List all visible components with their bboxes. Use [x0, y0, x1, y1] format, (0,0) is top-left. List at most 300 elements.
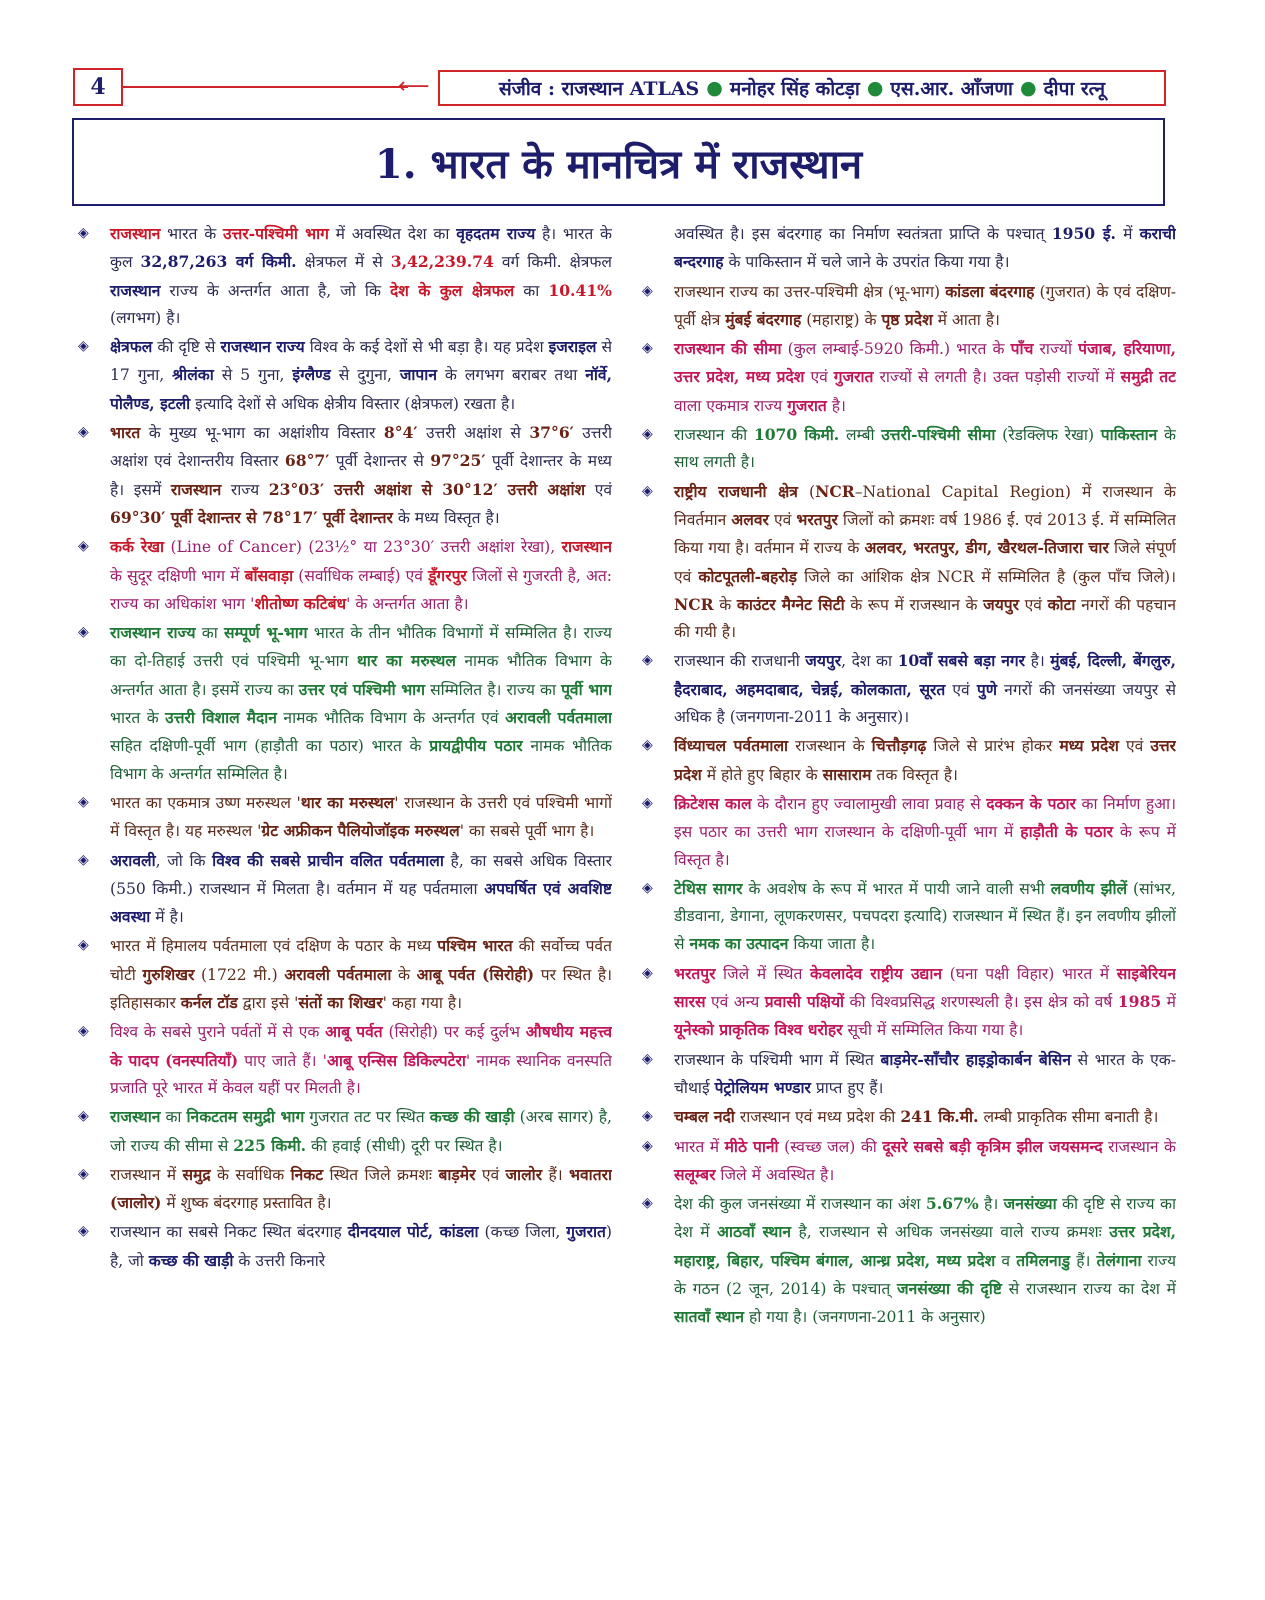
body-text: में अवस्थित देश का: [328, 225, 457, 243]
body-text: एवं: [804, 368, 834, 387]
diamond-bullet-icon: ◈: [78, 1023, 89, 1040]
diamond-bullet-icon: ◈: [78, 624, 89, 641]
body-text: (Line of Cancer) (23½° या 23°30′ उत्तरी अक्षांश रेखा),: [164, 538, 562, 557]
highlighted-text: सातवाँ स्थान: [674, 1307, 745, 1327]
body-text: हो गया है। (जनगणना-2011 के अनुसार): [744, 1308, 986, 1327]
highlighted-text: पाकिस्तान: [1100, 425, 1158, 445]
highlighted-text: सम्पूर्ण भू-भाग: [224, 623, 308, 643]
highlighted-text: दक्कन के पठार: [986, 793, 1076, 813]
body-text: (सांभर, डीडवाना, डेगाना, लूणकरणसर, पचपदरा इत्यादि) राजस्थान में स्थित हैं। इन लवणीय झीलों से: [674, 879, 1176, 954]
highlighted-text: भरतपुर: [674, 963, 716, 983]
diamond-bullet-icon: ◈: [642, 964, 653, 981]
highlighted-text: राजस्थान राज्य: [110, 623, 196, 643]
chapter-title-box: [72, 118, 1165, 206]
highlighted-text: औषधीय महत्त्व के पादप (वनस्पतियाँ): [110, 1022, 612, 1070]
body-text: देश की कुल जनसंख्या में राजस्थान का अंश: [674, 1195, 926, 1214]
body-text: (अरब सागर) है, जो राज्य की सीमा से: [110, 1108, 612, 1155]
body-text: राजस्थान में: [110, 1165, 183, 1184]
body-text: ) है, जो: [110, 1223, 612, 1270]
highlighted-text: प्रवासी पक्षियों: [764, 992, 845, 1012]
body-text: के उत्तरी किनारे: [233, 1251, 326, 1270]
body-text: गुजरात तट पर स्थित: [304, 1108, 430, 1127]
bullet-point: [72, 419, 612, 532]
body-text: का: [514, 281, 549, 300]
body-text: सहित दक्षिणी-पूर्वी भाग (हाड़ौती का पठार) भारत के: [110, 737, 430, 756]
running-header: [438, 70, 1166, 106]
highlighted-text: इंग्लैण्ड: [292, 365, 331, 385]
body-text: राज्य: [221, 480, 269, 499]
body-text: के मध्य विस्तृत है।: [392, 508, 500, 527]
highlighted-text: आबू पर्वत (सिरोही): [416, 964, 535, 984]
body-text: में: [1161, 993, 1176, 1012]
highlighted-text: मध्य प्रदेश: [1059, 736, 1119, 756]
body-text: प्राप्त हुए हैं।: [810, 1078, 884, 1097]
bullet-point: [72, 1018, 612, 1102]
body-text: राजस्थान की राजधानी: [674, 652, 806, 671]
body-text: किया जाता है।: [788, 935, 876, 954]
highlighted-text: अलवर, भरतपुर, डीग, खैरथल-तिजारा चार: [864, 538, 1109, 558]
body-text: (लगभग) है।: [110, 308, 181, 327]
highlighted-text: टेथिस सागर: [674, 878, 743, 898]
highlighted-text: दीनदयाल पोर्ट, कांडला: [347, 1222, 479, 1242]
body-text: जिले का आंशिक क्षेत्र NCR में सम्मिलित है (कुल पाँच जिले)।: [797, 567, 1176, 586]
highlighted-text: राजस्थान: [110, 280, 161, 300]
body-text: सूची में सम्मिलित किया गया है।: [842, 1021, 1024, 1040]
body-text: जिले में अवस्थित है।: [715, 1165, 835, 1184]
highlighted-text: तेलंगाना: [1096, 1250, 1142, 1270]
bullet-point: [636, 1103, 1176, 1131]
body-text: के रूप में विस्तृत है।: [674, 823, 1176, 869]
bullet-point: [636, 647, 1176, 731]
highlighted-text: 10वाँ सबसे बड़ा नगर: [897, 651, 1026, 671]
body-text: के दौरान हुए ज्वालामुखी लावा प्रवाह से: [751, 794, 987, 813]
body-text: (सर्वाधिक लम्बाई) एवं: [293, 566, 429, 585]
body-text: की हवाई (सीधी) दूरी पर स्थित है।: [306, 1136, 503, 1155]
body-text: राजस्थान के: [1102, 1137, 1176, 1156]
body-text: है, राजस्थान से अधिक जनसंख्या वाले राज्य क्रमशः: [791, 1223, 1110, 1242]
highlighted-text: विश्व की सबसे प्राचीन वलित पर्वतमाला: [212, 850, 444, 870]
diamond-bullet-icon: ◈: [642, 1195, 653, 1212]
bullet-point: [636, 335, 1176, 420]
highlighted-text: पृष्ठ प्रदेश: [881, 309, 933, 329]
highlighted-text: कोटपूतली-बहरोड़: [698, 566, 798, 586]
diamond-bullet-icon: ◈: [642, 794, 653, 811]
highlighted-text: समुद्री तट: [1120, 367, 1176, 387]
highlighted-text: उत्तरी विशाल मैदान: [165, 708, 277, 728]
separator-dot: ●: [866, 77, 884, 99]
body-text: हैं।: [1070, 1251, 1097, 1270]
highlighted-text: पेट्रोलियम भण्डार: [714, 1077, 811, 1097]
highlighted-text: यूनेस्को प्राकृतिक विश्व धरोहर: [674, 1020, 843, 1040]
diamond-bullet-icon: ◈: [642, 879, 653, 896]
body-text: के सर्वाधिक: [210, 1165, 291, 1184]
highlighted-text: केवलादेव राष्ट्रीय उद्यान: [810, 963, 943, 983]
body-text: की सर्वोच्च पर्वत चोटी: [110, 937, 612, 984]
body-text: एवं: [945, 680, 977, 699]
body-text: के: [713, 595, 737, 614]
diamond-bullet-icon: ◈: [78, 1165, 89, 1182]
highlighted-text: 3,42,239.74: [390, 252, 494, 272]
body-text: से राजस्थान राज्य का देश में: [1001, 1279, 1176, 1298]
highlighted-text: कांडला बंदरगाह: [945, 281, 1035, 301]
bullet-point: [72, 619, 612, 788]
highlighted-text: सलूम्बर: [674, 1164, 716, 1184]
body-text: उत्तरी अक्षांश एवं देशान्तरीय विस्तार: [110, 424, 612, 471]
body-text: नामक भौतिक विभाग के अन्तर्गत सम्मिलित है।: [110, 737, 612, 783]
body-text: राजस्थान के: [788, 737, 872, 756]
bullet-point: [636, 960, 1176, 1045]
body-text: राज्य के गठन (2 जून, 2014) के पश्चात्: [674, 1251, 1176, 1298]
body-text: एवं: [768, 510, 797, 529]
body-text: (कुल लम्बाई-5920 किमी.) भारत के: [781, 340, 1011, 359]
bullet-point: [636, 1133, 1176, 1190]
body-text: (1722 मी.): [194, 965, 285, 984]
highlighted-text: निकटतम समुद्री भाग: [186, 1107, 305, 1127]
highlighted-text: जनसंख्या की दृष्टि: [897, 1278, 1002, 1298]
highlighted-text: उत्तर-पश्चिमी भाग: [222, 224, 329, 243]
highlighted-text: उत्तर प्रदेश: [674, 736, 1176, 784]
body-text: सम्मिलित है। राज्य का: [425, 680, 562, 699]
body-text: की दृष्टि से: [152, 338, 221, 357]
highlighted-text: अरावली: [110, 850, 156, 870]
highlighted-text: समुद्र: [182, 1164, 211, 1184]
body-text: एवं अन्य: [705, 993, 765, 1012]
highlighted-text: 1985: [1117, 992, 1162, 1012]
separator-dot: ●: [1019, 77, 1037, 99]
body-text: जिलों से गुजरती है, अत: राज्य का अधिकांश भाग ': [110, 566, 612, 613]
body-text: राज्यों से लगती है। उक्त पड़ोसी राज्यों में: [873, 368, 1121, 387]
body-text: पूर्वी देशान्तर से: [329, 452, 431, 471]
body-text: ' के अन्तर्गत आता है।: [346, 594, 469, 613]
highlighted-text: अलवर: [731, 509, 769, 529]
diamond-bullet-icon: ◈: [642, 1050, 653, 1067]
diamond-bullet-icon: ◈: [642, 482, 653, 499]
highlighted-text: थार का मरुस्थल: [300, 792, 395, 812]
body-text: एवं: [585, 480, 612, 499]
bullet-point: [636, 875, 1176, 959]
bullet-point: [72, 1161, 612, 1218]
highlighted-text: उत्तर एवं पश्चिमी भाग: [298, 679, 425, 699]
body-text: है।: [826, 396, 846, 415]
highlighted-text: राष्ट्रीय राजधानी क्षेत्र: [674, 481, 798, 501]
highlighted-text: उत्तर प्रदेश, महाराष्ट्र, बिहार, पश्चिम बंगाल, आन्ध्र प्रदेश, मध्य प्रदेश: [674, 1222, 1176, 1270]
highlighted-text: पंजाब, हरियाणा, उत्तर प्रदेश, मध्य प्रदेश: [674, 339, 1176, 387]
bullet-point: [72, 220, 612, 332]
body-text: इत्यादि देशों से अधिक क्षेत्रीय विस्तार (क्षेत्रफल) रखता है।: [190, 394, 516, 413]
body-text: भारत में: [674, 1137, 725, 1156]
body-text: में आता है।: [932, 310, 1000, 329]
bullet-point: [636, 220, 1176, 277]
highlighted-text: 1950 ई.: [1051, 224, 1116, 243]
highlighted-text: सासाराम: [822, 764, 872, 784]
body-text: एवं: [1118, 737, 1151, 756]
body-text: वर्ग किमी. क्षेत्रफल: [493, 253, 612, 272]
highlighted-text: राजस्थान: [561, 537, 612, 557]
highlighted-text: देश के कुल क्षेत्रफल: [389, 280, 515, 300]
highlighted-text: गुजरात: [833, 367, 874, 387]
body-text: अवस्थित है। इस बंदरगाह का निर्माण स्वतंत्रता प्राप्ति के पश्चात्: [674, 225, 1052, 243]
highlighted-text: साइबेरियन सारस: [674, 963, 1176, 1012]
highlighted-text: कच्छ की खाड़ी: [429, 1107, 515, 1127]
diamond-bullet-icon: ◈: [78, 424, 89, 441]
highlighted-text: कर्नल टॉड: [180, 993, 238, 1013]
highlighted-text: जनसंख्या: [1003, 1194, 1057, 1214]
highlighted-text: अरावली पर्वतमाला: [505, 708, 612, 728]
highlighted-text: काउंटर मैग्नेट सिटी: [736, 594, 845, 614]
diamond-bullet-icon: ◈: [78, 851, 89, 868]
body-text: जिले से प्रारंभ होकर: [926, 737, 1060, 756]
body-text: के रूप में राजस्थान के: [844, 595, 984, 614]
diamond-bullet-icon: ◈: [78, 225, 89, 241]
highlighted-text: जयपुर: [983, 594, 1019, 614]
highlighted-text: क्रिटेशस काल: [674, 793, 752, 813]
highlighted-text: थार का मरुस्थल: [356, 651, 456, 671]
body-text: के साथ लगती है।: [674, 426, 1176, 472]
body-text: विश्व के कई देशों से भी बड़ा है। यह प्रदेश: [304, 338, 549, 357]
highlighted-text: 225 किमी.: [233, 1135, 307, 1155]
separator-dot: ●: [706, 77, 723, 99]
highlighted-text: भरतपुर: [796, 509, 838, 529]
body-text: जिले में स्थित: [715, 964, 810, 983]
highlighted-text: पश्चिम भारत: [437, 936, 513, 956]
body-text: (घना पक्षी विहार) भारत में: [942, 964, 1117, 983]
highlighted-text: चम्बल नदी: [674, 1107, 735, 1127]
highlighted-text: जालोर: [505, 1164, 543, 1184]
highlighted-text: ग्रेट अफ्रीकन पैलियोजॉइक मरुस्थल: [261, 821, 460, 841]
diamond-bullet-icon: ◈: [78, 937, 89, 954]
body-text: राजस्थान की: [674, 426, 754, 445]
highlighted-text: हाड़ौती के पठार: [1020, 822, 1113, 842]
body-text: एवं: [475, 1165, 506, 1184]
highlighted-text: 97°25′: [430, 451, 486, 471]
highlighted-text: पुणे: [976, 679, 998, 699]
bullet-point: [72, 789, 612, 846]
body-text: , जो कि: [155, 851, 213, 870]
highlighted-text: 1070 किमी.: [753, 425, 840, 445]
highlighted-text: 8°4′: [383, 423, 418, 443]
bullet-point: [636, 1046, 1176, 1103]
highlighted-text: जापान: [399, 365, 437, 385]
highlighted-text: जयपुर: [805, 651, 842, 671]
body-text: व: [995, 1251, 1017, 1270]
highlighted-text: लवणीय झीलें: [1050, 878, 1128, 898]
body-text: (: [797, 482, 816, 501]
highlighted-text: भारत: [110, 423, 141, 443]
body-text: जिलों को क्रमशः वर्ष 1986 ई. एवं 2013 ई. में सम्मिलित किया गया है। वर्तमान में राज्य के: [674, 510, 1176, 558]
body-text: क्षेत्रफल में से: [296, 253, 391, 272]
highlighted-text: नमक का उत्पादन: [689, 934, 789, 954]
highlighted-text: मुंबई बंदरगाह: [725, 309, 802, 329]
body-text: से दुगुना,: [330, 366, 400, 385]
highlighted-text: कर्क रेखा: [110, 537, 165, 557]
highlighted-text: पूर्वी भाग: [561, 679, 612, 699]
highlighted-text: इजराइल: [548, 337, 597, 357]
bullet-point: [636, 1190, 1176, 1331]
body-text: है।: [1025, 652, 1051, 671]
highlighted-text: 32,87,263 वर्ग किमी.: [140, 252, 297, 272]
body-text: की विश्वप्रसिद्ध शरणस्थली है। इस क्षेत्र को वर्ष: [844, 993, 1118, 1012]
diamond-bullet-icon: ◈: [642, 737, 653, 754]
body-text: (गुजरात) के एवं दक्षिण-पूर्वी क्षेत्र: [674, 282, 1176, 329]
body-text: पर स्थित है। इतिहासकार: [110, 965, 612, 1013]
header-rule: [123, 86, 408, 88]
body-text: में होते हुए बिहार के: [701, 765, 823, 784]
highlighted-text: NCR: [815, 481, 855, 501]
highlighted-text: राजस्थान: [110, 1107, 161, 1127]
diamond-bullet-icon: ◈: [642, 426, 653, 443]
body-text: के: [391, 965, 417, 984]
highlighted-text: आबू एन्सिस डिकिल्पटेरा: [326, 1050, 466, 1070]
body-text: में: [1115, 225, 1140, 243]
body-text: के लगभग बराबर तथा: [437, 366, 586, 385]
body-text: ' कहा गया है।: [382, 994, 463, 1013]
highlighted-text: कोटा: [1047, 594, 1076, 614]
body-text: उत्तरी अक्षांश से: [417, 424, 530, 443]
header-author-1: मनोहर सिंह कोटड़ा: [729, 78, 860, 100]
body-text: तक विस्तृत है।: [871, 765, 958, 784]
body-text: भारत के तीन भौतिक विभागों में सम्मिलित है। राज्य का दो-तिहाई उत्तरी एवं पश्चिमी भू-भाग: [110, 624, 612, 671]
chapter-title: 1. भारत के मानचित्र में राजस्थान: [374, 140, 863, 188]
highlighted-text: 23°03′ उत्तरी अक्षांश से 30°12′ उत्तरी अक्षांश: [268, 479, 586, 499]
body-text: है। भारत के कुल: [110, 225, 612, 272]
body-text: लम्बी: [839, 426, 882, 445]
header-book-title: संजीव : राजस्थान ATLAS: [498, 78, 700, 100]
body-text: राजस्थान का सबसे निकट स्थित बंदरगाह: [110, 1223, 348, 1242]
body-text: का निर्माण हुआ। इस पठार का उत्तरी भाग राजस्थान के दक्षिणी-पूर्वी भाग में: [674, 794, 1176, 842]
bullet-point: [72, 1103, 612, 1160]
body-text: में शुष्क बंदरगाह प्रस्तावित है।: [161, 1194, 332, 1213]
body-text: से भारत के एक-चौथाई: [674, 1050, 1176, 1097]
highlighted-text: गुजरात: [787, 395, 827, 415]
highlighted-text: उत्तरी-पश्चिमी सीमा: [881, 425, 996, 445]
right-column: [636, 220, 1176, 1590]
bullet-point: [72, 847, 612, 932]
header-author-2: एस.आर. आँजणा: [890, 78, 1013, 100]
body-text: द्वारा इसे ': [237, 994, 299, 1013]
highlighted-text: श्रीलंका: [172, 365, 214, 385]
body-text: के अवशेष के रूप में भारत में पायी जाने वाली सभी: [742, 879, 1051, 898]
body-text: लम्बी प्राकृतिक सीमा बनाती है।: [978, 1108, 1159, 1127]
header-author-3: दीपा रत्नू: [1043, 78, 1106, 100]
highlighted-text: गुरुशिखर: [142, 964, 195, 984]
body-text: से 5 गुना,: [213, 366, 293, 385]
diamond-bullet-icon: ◈: [642, 652, 653, 669]
highlighted-text: मुंबई, दिल्ली, बेंगलुरु, हैदराबाद, अहमदाबाद, चेन्नई, कोलकाता, सूरत: [674, 651, 1176, 699]
highlighted-text: संतों का शिखर: [298, 993, 383, 1013]
body-text: , देश का: [841, 652, 898, 671]
body-text: (महाराष्ट्र) के: [801, 310, 882, 329]
body-text: भारत के: [160, 225, 223, 243]
body-text: विश्व के सबसे पुराने पर्वतों में से एक: [110, 1023, 326, 1042]
highlighted-text: निकट: [290, 1164, 324, 1184]
highlighted-text: बाड़मेर: [438, 1164, 476, 1184]
highlighted-text: चित्तौड़गढ़: [871, 736, 927, 756]
highlighted-text: 10.41%: [548, 280, 612, 300]
body-text: राज्यों: [1033, 340, 1079, 359]
diamond-bullet-icon: ◈: [78, 1108, 89, 1125]
body-text: जिले संपूर्ण एवं: [674, 539, 1176, 586]
body-text: भारत का एकमात्र उष्ण मरुस्थल ': [110, 793, 301, 812]
body-text: नगरों की जनसंख्या जयपुर से अधिक है (जनगणना-2011 के अनुसार)।: [674, 680, 1176, 727]
highlighted-text: 241 कि.मी.: [900, 1107, 979, 1127]
body-text: भारत के: [110, 709, 166, 728]
bullet-point: [636, 732, 1176, 789]
body-text: से 17 गुना,: [110, 338, 612, 385]
highlighted-text: बाँसवाड़ा: [244, 565, 294, 585]
body-text: स्थित जिले क्रमशः: [323, 1165, 439, 1184]
body-text: हैं।: [542, 1165, 570, 1184]
highlighted-text: 68°7′: [284, 451, 330, 471]
highlighted-text: डूँगरपुर: [428, 565, 467, 585]
highlighted-text: 37°6′: [529, 423, 574, 443]
body-text: का: [160, 1108, 187, 1127]
highlighted-text: शीतोष्ण कटिबंध: [254, 593, 347, 613]
highlighted-text: कराची बन्दरगाह: [674, 224, 1176, 272]
highlighted-text: अपघर्षित एवं अवशिष्ट अवस्था: [110, 878, 612, 927]
highlighted-text: दूसरे सबसे बड़ी कृत्रिम झील जयसमन्द: [882, 1136, 1103, 1156]
diamond-bullet-icon: ◈: [642, 1108, 653, 1125]
diamond-bullet-icon: ◈: [78, 793, 89, 810]
body-text: नगरों की पहचान की गयी है।: [674, 595, 1176, 642]
body-text: नामक भौतिक विभाग के अन्तर्गत आता है। इसमें राज्य का: [110, 652, 612, 699]
arrow-icon: ⟵: [398, 74, 430, 99]
body-text: के मुख्य भू-भाग का अक्षांशीय विस्तार: [140, 424, 384, 443]
highlighted-text: आठवाँ स्थान: [717, 1222, 792, 1242]
body-text: पूर्वी देशान्तर के मध्य है। इसमें: [110, 452, 612, 499]
highlighted-text: राजस्थान: [110, 224, 161, 243]
body-text: ' राजस्थान के उत्तरी एवं पश्चिमी भागों में विस्तृत है। यह मरुस्थल ': [110, 793, 612, 841]
body-text: राज्य के अन्तर्गत आता है, जो कि: [160, 281, 390, 300]
body-text: की दृष्टि से राज्य का देश में: [674, 1195, 1176, 1242]
body-text: –National Capital Region) में राजस्थान के निवर्तमान: [674, 482, 1176, 529]
page-number: 4: [73, 68, 123, 106]
diamond-bullet-icon: ◈: [642, 282, 653, 299]
highlighted-text: 69°30′ पूर्वी देशान्तर से 78°17′ पूर्वी देशान्तर: [110, 507, 393, 527]
body-text: का: [195, 624, 224, 643]
highlighted-text: प्रायद्वीपीय पठार: [429, 736, 523, 756]
body-text: राजस्थान राज्य का उत्तर-पश्चिमी क्षेत्र (भू-भाग): [674, 282, 946, 301]
highlighted-text: नॉर्वे, पोलैण्ड, इटली: [110, 365, 612, 413]
body-text: (सिरोही) पर कई दुर्लभ: [382, 1023, 526, 1042]
body-text: पाए जाते हैं। ': [238, 1051, 327, 1070]
body-text: भारत में हिमालय पर्वतमाला एवं दक्षिण के पठार के मध्य: [110, 937, 438, 956]
bullet-point: [636, 790, 1176, 874]
body-text: ' नामक स्थानिक वनस्पति प्रजाति पूरे भारत में केवल यहीं पर मिलती है।: [110, 1051, 612, 1097]
highlighted-text: पाँच: [1010, 339, 1034, 359]
diamond-bullet-icon: ◈: [78, 538, 89, 555]
body-text: नामक भौतिक विभाग के अन्तर्गत एवं: [276, 709, 506, 728]
bullet-point: [636, 478, 1176, 647]
body-text: राजस्थान के पश्चिमी भाग में स्थित: [674, 1050, 881, 1069]
highlighted-text: भवातरा (जालोर): [110, 1164, 612, 1213]
diamond-bullet-icon: ◈: [78, 1223, 89, 1240]
highlighted-text: कच्छ की खाड़ी: [148, 1250, 234, 1270]
body-text: में है।: [150, 908, 184, 927]
highlighted-text: राजस्थान की सीमा: [674, 339, 782, 359]
highlighted-text: राजस्थान राज्य: [220, 337, 305, 357]
highlighted-text: राजस्थान: [170, 479, 222, 499]
highlighted-text: तमिलनाडु: [1016, 1250, 1071, 1270]
body-text: के सुदूर दक्षिणी भाग में: [110, 566, 245, 585]
highlighted-text: मीठे पानी: [724, 1136, 779, 1156]
body-text: है, का सबसे अधिक विस्तार (550 किमी.) राजस्थान में मिलता है। वर्तमान में यह पर्वतमाला: [110, 851, 612, 898]
body-text: (कच्छ जिला,: [478, 1223, 567, 1242]
bullet-point: [72, 533, 612, 618]
bullet-point: [72, 333, 612, 418]
body-text: राजस्थान एवं मध्य प्रदेश की: [734, 1108, 901, 1127]
highlighted-text: विंध्याचल पर्वतमाला: [674, 736, 789, 756]
diamond-bullet-icon: ◈: [642, 1137, 653, 1154]
